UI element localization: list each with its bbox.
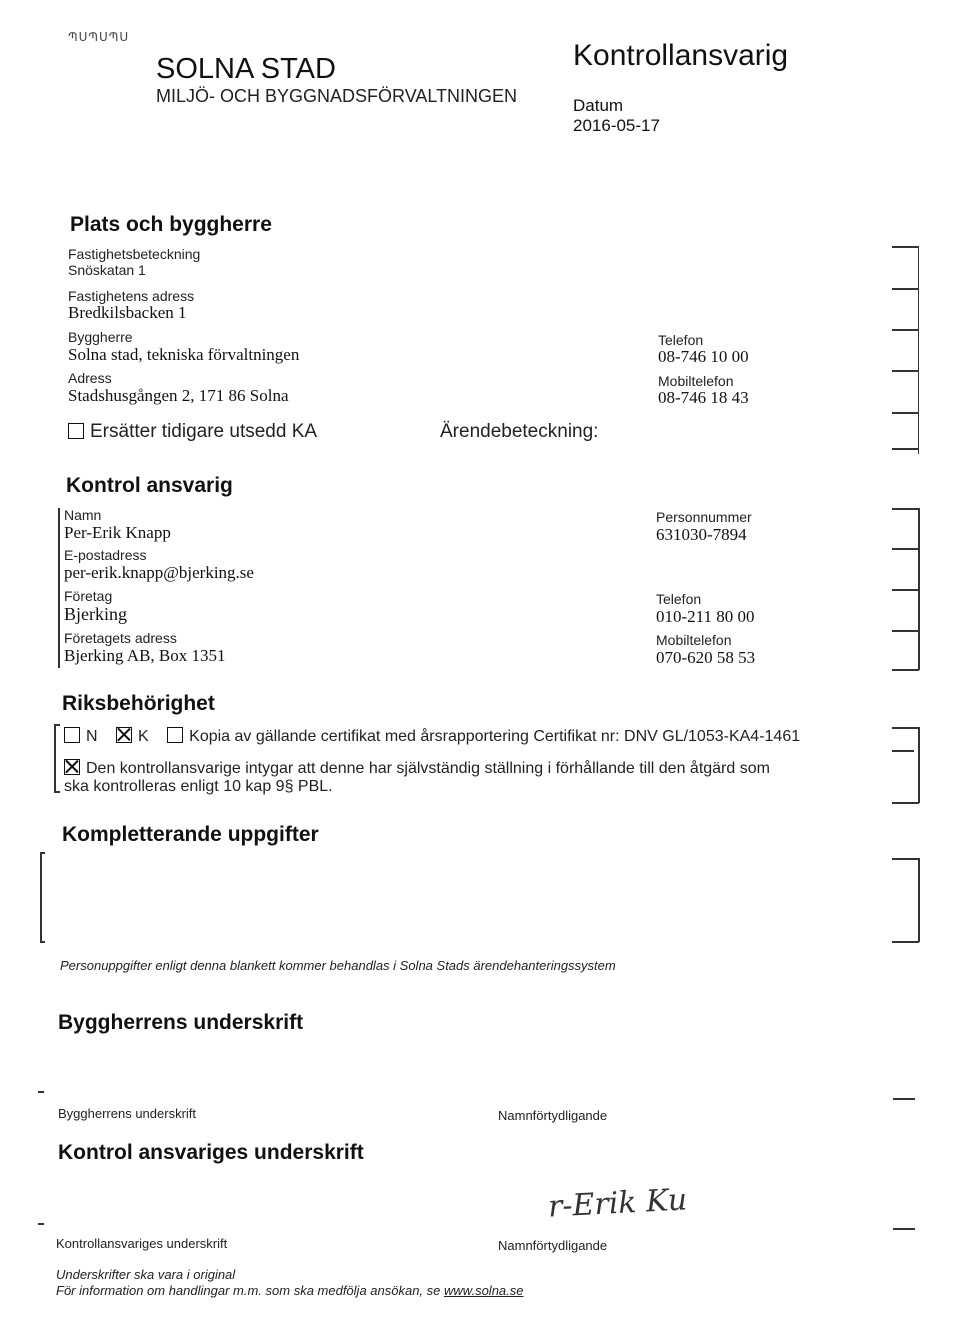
footer-info-note	[56, 1283, 524, 1298]
statement-line1: Den kontrollansvarige intygar att denne har självständig ställning i förhållande till den åtgärd som	[86, 760, 770, 777]
ka-namnfortydligande-field[interactable]	[498, 1190, 888, 1230]
byggherre-label: Byggherre	[68, 329, 133, 345]
section-byggherre-sign-heading: Byggherrens underskrift	[58, 1011, 304, 1034]
ka-signature-field[interactable]	[56, 1190, 476, 1230]
field-line	[892, 329, 919, 331]
footer-original-note: Underskrifter ska vara i original	[56, 1267, 236, 1282]
telefon-value: 08-746 10 00	[658, 347, 749, 366]
checkbox-checked-icon	[116, 727, 132, 743]
ersatter-ka-label: Ersätter tidigare utsedd KA	[90, 421, 318, 442]
byggherre-signature-label: Byggherrens underskrift	[58, 1106, 197, 1121]
date-value: 2016-05-17	[573, 116, 660, 135]
riks-options-row	[64, 727, 800, 746]
field-line	[892, 669, 919, 671]
epost-label: E-postadress	[64, 547, 147, 563]
field-line	[892, 858, 919, 860]
field-line	[892, 412, 919, 414]
statement-line2: ska kontrolleras enligt 10 kap 9§ PBL.	[64, 778, 333, 795]
n-checkbox[interactable]	[64, 728, 98, 745]
section-plats-heading: Plats och byggherre	[70, 213, 272, 236]
adress-label: Adress	[68, 370, 112, 386]
byggherre-value: Solna stad, tekniska förvaltningen	[68, 345, 300, 364]
solna-link[interactable]: www.solna.se	[444, 1283, 524, 1298]
n-label: N	[86, 728, 98, 745]
field-line	[892, 630, 919, 632]
namn-value: Per-Erik Knapp	[64, 523, 171, 542]
checkbox-icon	[68, 423, 84, 439]
foretag-value: Bjerking	[64, 604, 127, 624]
section-riks-heading: Riksbehörighet	[62, 692, 215, 715]
checkbox-checked-icon	[64, 759, 80, 775]
epost-value: per-erik.knapp@bjerking.se	[64, 563, 254, 582]
field-line	[892, 370, 919, 372]
checkbox-icon	[64, 727, 80, 743]
personuppgifter-note: Personuppgifter enligt denna blankett kommer behandlas i Solna Stads ärendehanteringssystem	[60, 958, 616, 973]
foretagets-adress-value: Bjerking AB, Box 1351	[64, 646, 226, 665]
ka-signature-label: Kontrollansvariges underskrift	[56, 1236, 228, 1251]
field-line	[40, 941, 45, 943]
mobiltelefon-value: 08-746 18 43	[658, 388, 749, 407]
field-line	[892, 508, 919, 510]
field-line	[892, 727, 919, 729]
department: MILJÖ- OCH BYGGNADSFÖRVALTNINGEN	[156, 86, 518, 106]
field-line	[892, 941, 919, 943]
textarea-bracket-left	[40, 852, 42, 942]
ka-mobiltelefon-value: 070-620 58 53	[656, 648, 756, 667]
section-komp-heading: Kompletterande uppgifter	[62, 823, 319, 846]
fastighetsbeteckning-label: Fastighetsbeteckning	[68, 246, 201, 262]
field-bracket-left	[58, 508, 60, 668]
field-bracket-left	[54, 724, 56, 792]
field-line	[892, 448, 919, 450]
byggherre-signature-field[interactable]	[56, 1060, 476, 1100]
field-line	[40, 852, 45, 854]
ka-name-label: Namnförtydligande	[498, 1238, 608, 1253]
kopia-checkbox[interactable]	[167, 728, 800, 745]
namn-label: Namn	[64, 507, 102, 523]
ka-mobiltelefon-label: Mobiltelefon	[656, 632, 732, 648]
ka-signature: r-Erik Ku	[547, 1182, 688, 1225]
byggherre-namnfortydligande-field[interactable]	[498, 1060, 888, 1100]
field-line	[892, 589, 919, 591]
date-label: Datum	[573, 96, 624, 115]
k-label: K	[138, 728, 149, 745]
telefon-label: Telefon	[658, 332, 704, 348]
footer-info-text: För information om handlingar m.m. som ska medfölja ansökan, se	[56, 1283, 445, 1298]
signature-line-tick	[893, 1228, 915, 1230]
ka-telefon-value: 010-211 80 00	[656, 607, 755, 626]
section-ka-heading: Kontrol ansvarig	[66, 474, 233, 497]
org-name: SOLNA STAD	[156, 53, 336, 85]
textarea-bracket-right	[918, 858, 920, 942]
field-line	[892, 246, 919, 248]
field-bracket	[918, 246, 919, 454]
mobiltelefon-label: Mobiltelefon	[658, 373, 734, 389]
field-line	[892, 548, 919, 550]
checkbox-icon	[167, 727, 183, 743]
k-checkbox[interactable]	[116, 728, 149, 745]
field-line	[54, 724, 60, 726]
field-line	[54, 791, 60, 793]
ersatter-ka-checkbox[interactable]	[68, 421, 317, 443]
arendebeteckning-label: Ärendebeteckning:	[440, 421, 599, 442]
section-ka-sign-heading: Kontrol ansvariges underskrift	[58, 1141, 364, 1164]
field-line	[892, 750, 914, 752]
fastighetens-adress-value: Bredkilsbacken 1	[68, 303, 187, 322]
statement-checkbox-row[interactable]	[64, 759, 770, 778]
ka-telefon-label: Telefon	[656, 591, 702, 607]
signature-line-tick	[38, 1223, 44, 1225]
personnummer-value: 631030-7894	[656, 525, 747, 544]
byggherre-name-label: Namnförtydligande	[498, 1108, 608, 1123]
kopia-label: Kopia av gällande certifikat med årsrapportering Certifikat nr: DNV GL/1053-KA4-1461	[189, 728, 801, 745]
foretag-label: Företag	[64, 588, 113, 604]
signature-line-tick	[893, 1098, 915, 1100]
foretagets-adress-label: Företagets adress	[64, 630, 177, 646]
fastighetens-adress-label: Fastighetens adress	[68, 288, 195, 304]
logo-mark: ՊՍՊՍՊՍ	[68, 30, 130, 44]
field-line	[892, 802, 919, 804]
personnummer-label: Personnummer	[656, 509, 752, 525]
fastighetsbeteckning-value: Snöskatan 1	[68, 262, 146, 278]
signature-line-tick	[38, 1091, 44, 1093]
adress-value: Stadshusgången 2, 171 86 Solna	[68, 386, 289, 405]
form-title: Kontrollansvarig	[573, 39, 789, 72]
field-line	[892, 288, 919, 290]
kompletterande-textarea[interactable]	[48, 860, 908, 938]
field-bracket	[918, 727, 920, 803]
